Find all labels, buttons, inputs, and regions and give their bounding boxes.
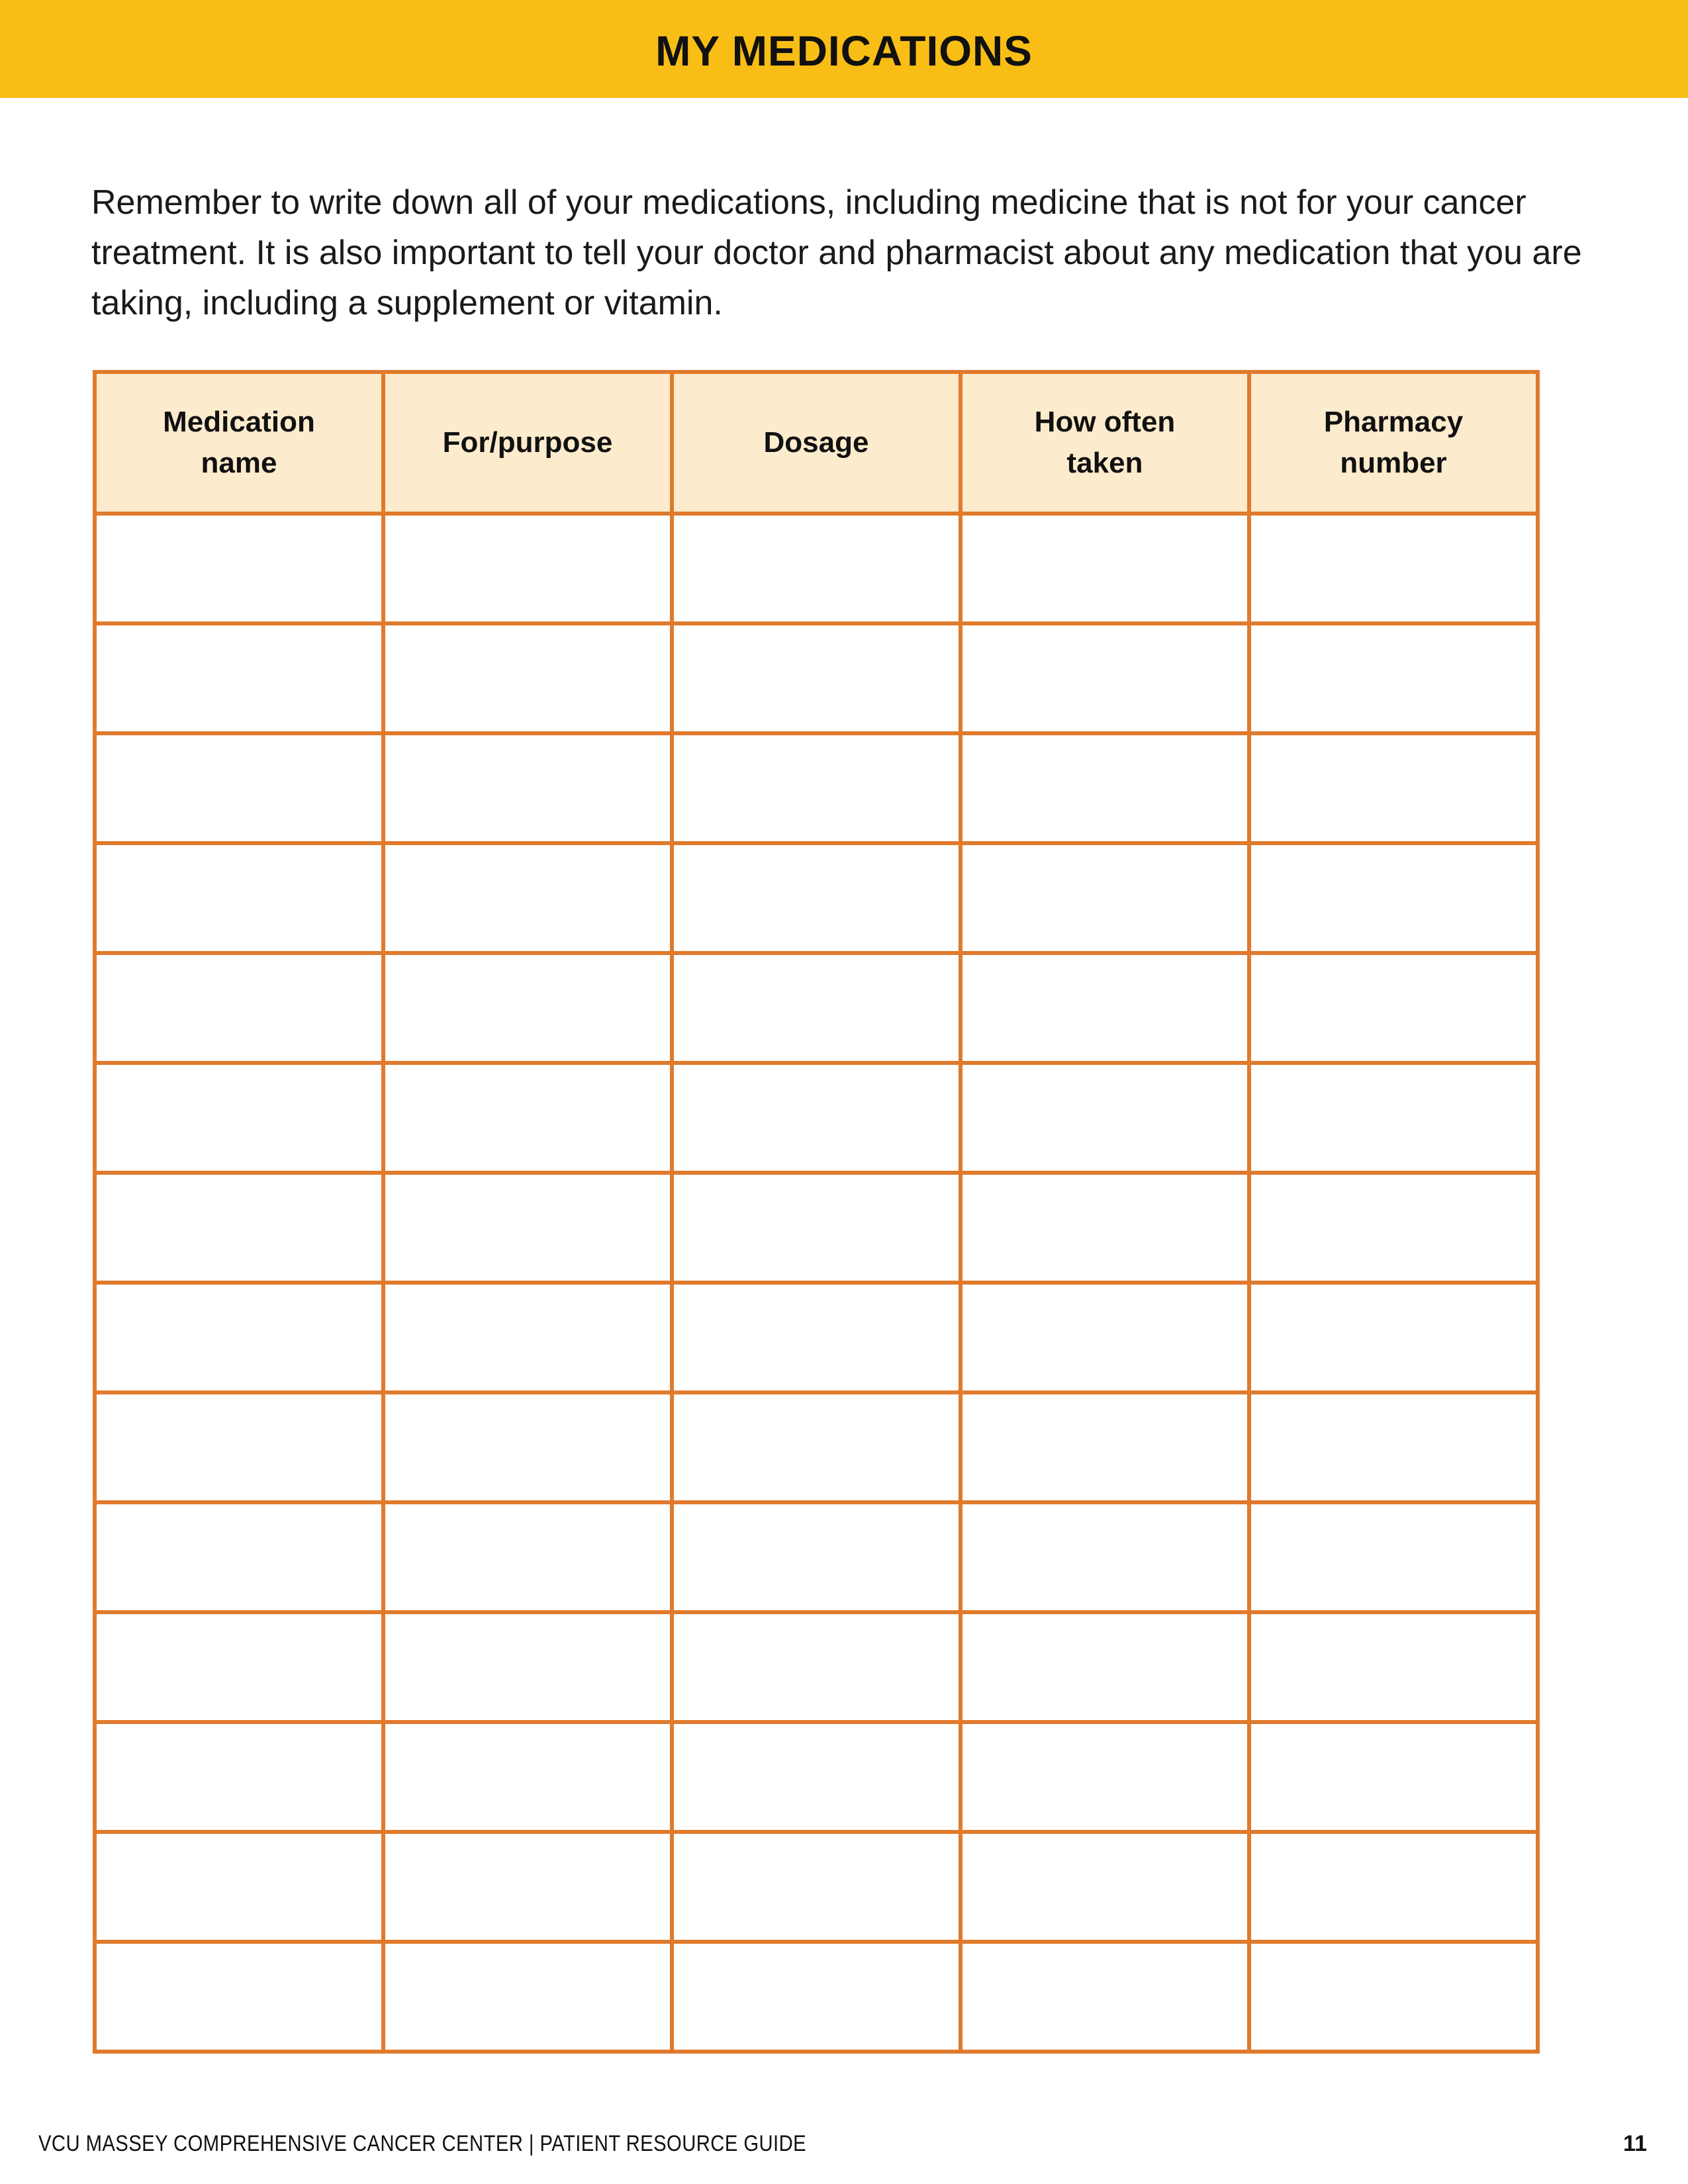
- column-header-dosage: Dosage: [672, 372, 961, 514]
- table-cell[interactable]: [1249, 1392, 1538, 1502]
- table-row: [95, 1942, 1538, 2052]
- table-cell[interactable]: [95, 1392, 383, 1502]
- table-row: [95, 1392, 1538, 1502]
- table-cell[interactable]: [672, 1392, 961, 1502]
- table-cell[interactable]: [961, 1722, 1249, 1832]
- table-cell[interactable]: [95, 1173, 383, 1283]
- table-cell[interactable]: [672, 1942, 961, 2052]
- table-row: [95, 1173, 1538, 1283]
- table-cell[interactable]: [95, 1942, 383, 2052]
- table-cell[interactable]: [672, 1173, 961, 1283]
- table-row: [95, 1502, 1538, 1612]
- table-row: [95, 953, 1538, 1063]
- table-cell[interactable]: [95, 514, 383, 623]
- table-cell[interactable]: [961, 514, 1249, 623]
- table-cell[interactable]: [1249, 843, 1538, 953]
- table-cell[interactable]: [383, 843, 672, 953]
- table-cell[interactable]: [961, 1063, 1249, 1173]
- table-cell[interactable]: [672, 1063, 961, 1173]
- table-cell[interactable]: [95, 1832, 383, 1942]
- table-cell[interactable]: [1249, 1173, 1538, 1283]
- table-cell[interactable]: [383, 1612, 672, 1722]
- table-cell[interactable]: [672, 1283, 961, 1392]
- table-cell[interactable]: [1249, 1722, 1538, 1832]
- table-cell[interactable]: [1249, 1283, 1538, 1392]
- table-cell[interactable]: [95, 1722, 383, 1832]
- table-row: [95, 514, 1538, 623]
- table-cell[interactable]: [383, 1942, 672, 2052]
- table-cell[interactable]: [961, 1283, 1249, 1392]
- table-cell[interactable]: [961, 623, 1249, 733]
- table-cell[interactable]: [961, 843, 1249, 953]
- table-row: [95, 843, 1538, 953]
- intro-paragraph: Remember to write down all of your medications, including medicine that is not for your cancer treatment. It is also important to tell your doctor and pharmacist about any medication that you are taking, including a supplement or vitamin.: [91, 183, 1582, 322]
- table-cell[interactable]: [672, 1612, 961, 1722]
- table-cell[interactable]: [1249, 1502, 1538, 1612]
- table-row: [95, 1283, 1538, 1392]
- table-cell[interactable]: [383, 1173, 672, 1283]
- table-cell[interactable]: [95, 733, 383, 843]
- table-cell[interactable]: [95, 1283, 383, 1392]
- table-cell[interactable]: [672, 843, 961, 953]
- table-cell[interactable]: [95, 953, 383, 1063]
- table-cell[interactable]: [95, 1612, 383, 1722]
- table-header-row: [95, 372, 1538, 514]
- table-cell[interactable]: [961, 1942, 1249, 2052]
- column-header-pharmacy-number: Pharmacy number: [1249, 372, 1538, 514]
- table-cell[interactable]: [1249, 623, 1538, 733]
- table-cell[interactable]: [1249, 953, 1538, 1063]
- table-cell[interactable]: [383, 1832, 672, 1942]
- footer-guide-title: VCU MASSEY COMPREHENSIVE CANCER CENTER | PATIENT RESOURCE GUIDE: [38, 2131, 807, 2156]
- table-cell[interactable]: [383, 1502, 672, 1612]
- table-cell[interactable]: [1249, 514, 1538, 623]
- table-cell[interactable]: [95, 1502, 383, 1612]
- table-cell[interactable]: [961, 1832, 1249, 1942]
- table-cell[interactable]: [383, 623, 672, 733]
- table-row: [95, 623, 1538, 733]
- table-cell[interactable]: [95, 623, 383, 733]
- table-cell[interactable]: [672, 1502, 961, 1612]
- table-cell[interactable]: [383, 1063, 672, 1173]
- table-cell[interactable]: [383, 953, 672, 1063]
- table-cell[interactable]: [961, 1392, 1249, 1502]
- table-body: [95, 514, 1538, 2052]
- table-cell[interactable]: [961, 1502, 1249, 1612]
- table-row: [95, 1063, 1538, 1173]
- table-cell[interactable]: [383, 1392, 672, 1502]
- table-row: [95, 1612, 1538, 1722]
- table-cell[interactable]: [383, 514, 672, 623]
- title-banner: [0, 0, 1688, 98]
- table-cell[interactable]: [383, 1283, 672, 1392]
- table-cell[interactable]: [95, 843, 383, 953]
- table-cell[interactable]: [1249, 1832, 1538, 1942]
- table-cell[interactable]: [961, 1612, 1249, 1722]
- column-header-medication-name: Medication name: [95, 372, 383, 514]
- table-cell[interactable]: [383, 1722, 672, 1832]
- page-title: MY MEDICATIONS: [655, 27, 1033, 75]
- medications-table: [93, 370, 1540, 2054]
- table-cell[interactable]: [1249, 1063, 1538, 1173]
- table-cell[interactable]: [672, 623, 961, 733]
- table-cell[interactable]: [961, 953, 1249, 1063]
- table-cell[interactable]: [1249, 1612, 1538, 1722]
- page-number: 11: [1623, 2131, 1647, 2156]
- table-cell[interactable]: [1249, 1942, 1538, 2052]
- table-cell[interactable]: [672, 1722, 961, 1832]
- table-cell[interactable]: [383, 733, 672, 843]
- table-cell[interactable]: [1249, 733, 1538, 843]
- table-cell[interactable]: [961, 733, 1249, 843]
- table-cell[interactable]: [672, 733, 961, 843]
- table-cell[interactable]: [672, 953, 961, 1063]
- table-row: [95, 733, 1538, 843]
- table-cell[interactable]: [672, 1832, 961, 1942]
- table-cell[interactable]: [672, 514, 961, 623]
- table-cell[interactable]: [961, 1173, 1249, 1283]
- column-header-how-often-taken: How often taken: [961, 372, 1249, 514]
- table-row: [95, 1722, 1538, 1832]
- table-row: [95, 1832, 1538, 1942]
- table-cell[interactable]: [95, 1063, 383, 1173]
- column-header-for-purpose: For/purpose: [383, 372, 672, 514]
